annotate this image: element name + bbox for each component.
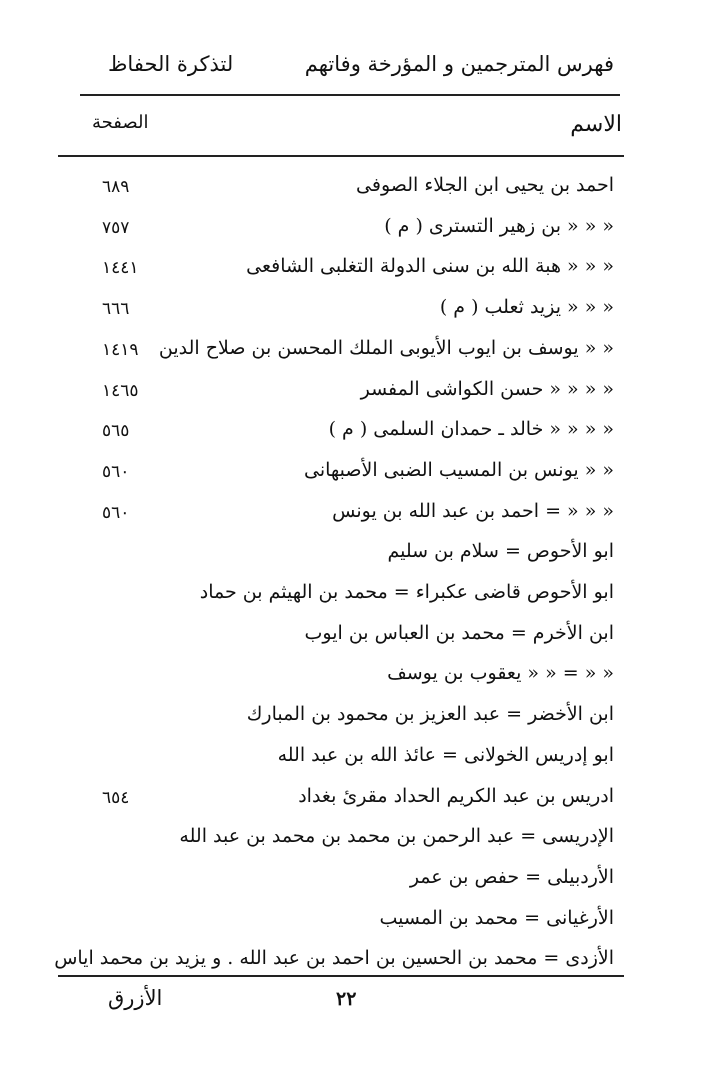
index-entry-name: « « « هبة الله بن سنى الدولة التغلبى الشافعى <box>246 255 614 278</box>
index-entry-page: ١٤١٩ <box>102 339 139 360</box>
index-entry-name: احمد بن يحيى ابن الجلاء الصوفى <box>356 174 614 196</box>
index-entry-name: ابو الأحوص = سلام بن سليم <box>387 540 614 563</box>
index-entry-page: ١٤٦٥ <box>102 380 139 401</box>
index-entry-page: ٦٨٩ <box>102 177 130 197</box>
index-entry-name: ابو الأحوص قاضى عكبراء = محمد بن الهيثم بن حماد <box>199 581 614 603</box>
column-header-name: الاسم <box>570 112 622 137</box>
index-entry-name: ابو إدريس الخولانى = عائذ الله بن عبد الله <box>277 743 614 766</box>
header-rule <box>80 94 620 96</box>
index-entry-name: ابن الأخرم = محمد بن العباس بن ايوب <box>304 621 614 644</box>
index-entry-name: « « « يزيد ثعلب ( م ) <box>439 296 614 319</box>
index-entry-name: ابن الأخضر = عبد العزيز بن محمود بن المبارك <box>246 703 614 726</box>
index-entry-name: ادريس بن عبد الكريم الحداد مقرئ بغداد <box>298 784 614 807</box>
catchword: الأزرق <box>108 986 163 1010</box>
index-entry-name: « « « « خالد ـ حمدان السلمى ( م ) <box>328 418 614 441</box>
page-number: ٢٢ <box>336 988 357 1010</box>
index-entry-name: الأردبيلى = حفص بن عمر <box>409 865 614 888</box>
column-header-page: الصفحة <box>92 112 149 133</box>
index-entry-name: الأرغيانى = محمد بن المسيب <box>379 906 614 929</box>
index-entry-name: « « « = احمد بن عبد الله بن يونس <box>332 499 614 522</box>
index-entry-name: « « يوسف بن ايوب الأيوبى الملك المحسن بن صلاح الدين <box>158 336 614 359</box>
index-entry-name: الإدريسى = عبد الرحمن بن محمد بن محمد بن عبد الله <box>179 825 614 848</box>
index-entry-page: ٦٥٤ <box>102 787 130 808</box>
index-entry-page: ١٤٤١ <box>102 258 139 279</box>
column-header-rule <box>58 155 624 157</box>
index-entry-name: « « « « حسن الكواشى المفسر <box>360 377 614 400</box>
running-header-left: لتذكرة الحفاظ <box>108 52 234 76</box>
index-entry-page: ٥٦٥ <box>102 421 130 442</box>
index-entry-page: ٥٦٠ <box>102 502 130 523</box>
index-entry-name: الأزدى = محمد بن الحسين بن احمد بن عبد الله . و يزيد بن محمد اياس <box>54 947 614 970</box>
footer-rule <box>58 975 624 977</box>
index-entry-page: ٥٦٠ <box>102 461 130 482</box>
running-header-right: فهرس المترجمين و المؤرخة وفاتهم <box>304 52 614 76</box>
index-entry-name: « « = « « يعقوب بن يوسف <box>387 662 614 685</box>
index-entry-name: « « يونس بن المسيب الضبى الأصبهانى <box>303 458 614 481</box>
index-entry-name: « « « بن زهير التسترى ( م ) <box>384 214 614 237</box>
index-entry-page: ٦٦٦ <box>102 299 130 320</box>
index-entry-page: ٧٥٧ <box>102 217 130 238</box>
